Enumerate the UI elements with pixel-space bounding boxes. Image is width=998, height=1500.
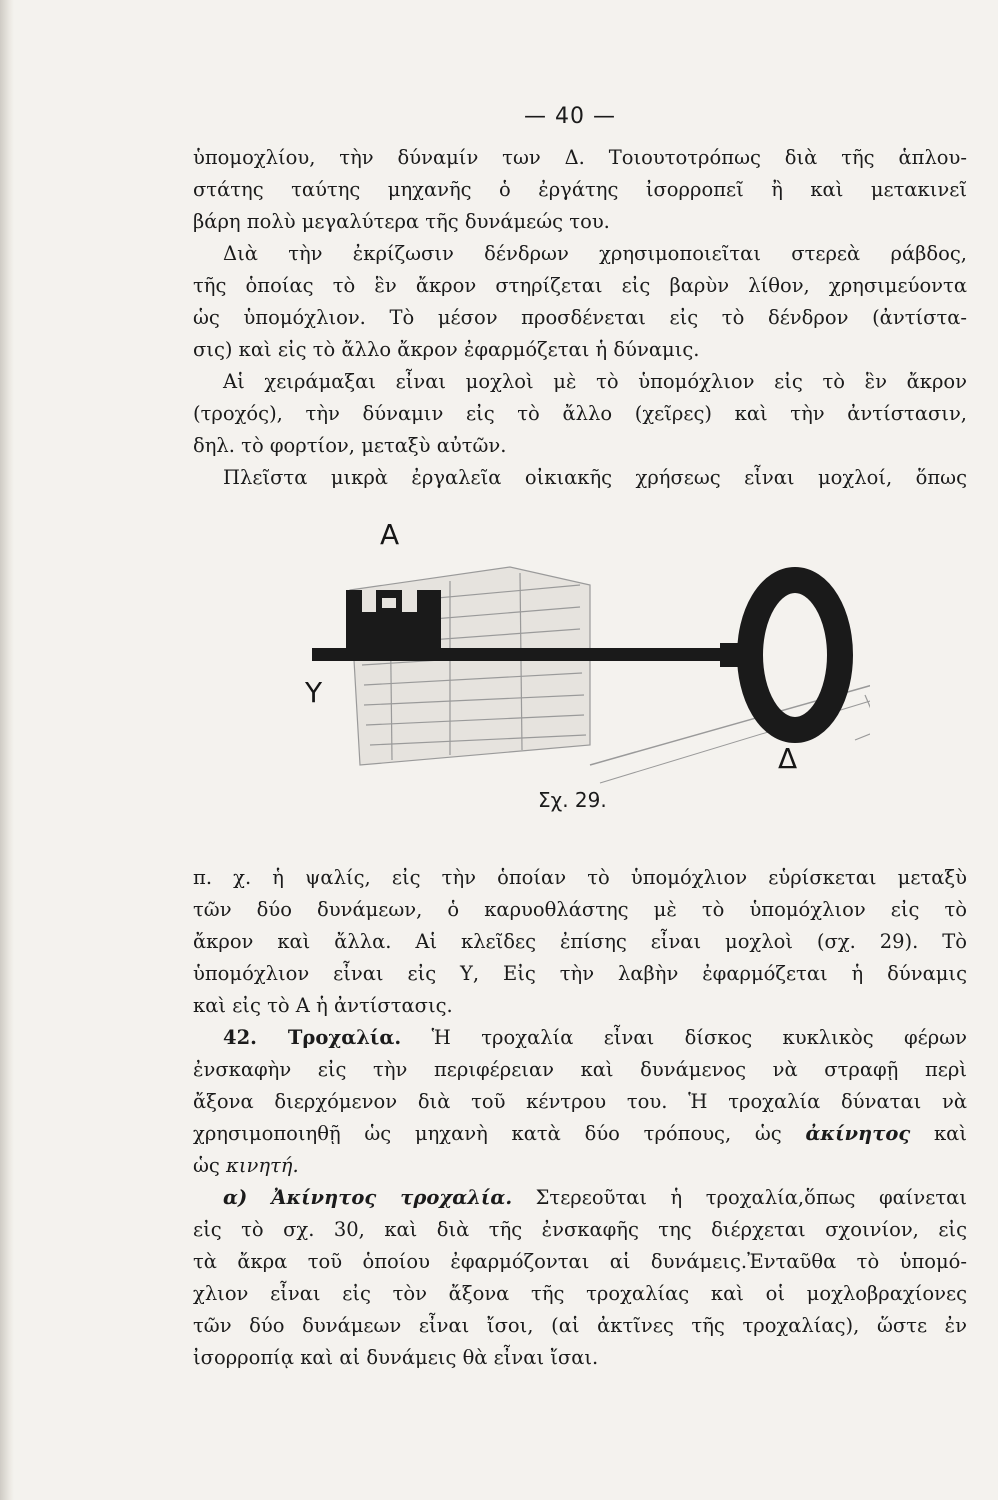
paragraph-line <box>193 1150 967 1182</box>
paragraph-line: σις) καὶ εἰς τὸ ἄλλο ἄκρον ἐφαρμόζεται ἡ δύναμις. <box>193 338 700 361</box>
paragraph-line: βάρη πολὺ μεγαλύτερα τῆς δυνάμεώς του. <box>193 210 610 233</box>
paragraph-line: ἄκρον καὶ ἄλλα. Αἱ κλεῖδες ἐπίσης εἶναι μοχλοὶ (σχ. 29). Τὸ <box>193 930 967 953</box>
paragraph-line: Πλεῖστα μικρὰ ἐργαλεῖα οἰκιακῆς χρήσεως εἶναι μοχλοί, ὅπως <box>223 466 967 489</box>
paragraph-line: ἰσορροπίᾳ καὶ αἱ δυνάμεις θὰ εἶναι ἴσαι. <box>193 1346 599 1369</box>
paragraph-line <box>193 1118 967 1150</box>
text-block-top <box>193 142 967 494</box>
figure-label-upsilon: Υ <box>305 676 323 709</box>
paragraph-text: χρησιμοποιηθῇ ὡς μηχανὴ κατὰ δύο τρόπους, ὡς <box>193 1122 782 1145</box>
paragraph-line: π. χ. ἡ ψαλίς, εἰς τὴν ὁποίαν τὸ ὑπομόχλιον εὑρίσκεται μεταξὺ <box>193 866 967 889</box>
paragraph-line <box>193 1022 967 1054</box>
figure-label-alpha: Α <box>380 518 400 551</box>
paragraph-line <box>193 1182 967 1214</box>
paragraph-line: εἰς τὸ σχ. 30, καὶ διὰ τῆς ἐνσκαφῆς της διέρχεται σχοινίον, εἰς <box>193 1218 967 1241</box>
paragraph-line: τῶν δύο δυνάμεων εἶναι ἴσοι, (αἱ ἀκτῖνες τῆς τροχαλίας), ὥστε ἐν <box>193 1314 967 1337</box>
paragraph-line: δηλ. τὸ φορτίον, μεταξὺ αὐτῶν. <box>193 434 507 457</box>
paragraph-line: τῆς ὁποίας τὸ ἓν ἄκρον στηρίζεται εἰς βαρὺν λίθον, χρησιμεύοντα <box>193 274 967 297</box>
paragraph-line: τὰ ἄκρα τοῦ ὁποίου ἐφαρμόζονται αἱ δυνάμεις.Ἐνταῦθα τὸ ὑπομό- <box>193 1250 967 1273</box>
book-spine-shadow <box>0 0 14 1500</box>
paragraph-line: χλιον εἶναι εἰς τὸν ἄξονα τῆς τροχαλίας καὶ οἱ μοχλοβραχίονες <box>193 1282 967 1305</box>
paragraph-text: ὡς <box>193 1154 220 1177</box>
paragraph-line: ὑπομοχλίου, τὴν δύναμίν των Δ. Τοιουτοτρόπως διὰ τῆς ἁπλου- <box>193 146 967 169</box>
figure-caption: Σχ. 29. <box>538 788 607 812</box>
emphasis-movable: κινητή. <box>226 1154 299 1177</box>
paragraph-line: Διὰ τὴν ἐκρίζωσιν δένδρων χρησιμοποιεῖται στερεὰ ράβδος, <box>223 242 967 265</box>
paragraph-line: ἄξονα διερχόμενον διὰ τοῦ κέντρου του. Ἡ τροχαλία δύναται νὰ <box>193 1090 967 1113</box>
paragraph-line: καὶ εἰς τὸ Α ἡ ἀντίστασις. <box>193 994 453 1017</box>
paragraph-line: (τροχός), τὴν δύναμιν εἰς τὸ ἄλλο (χεῖρες) καὶ τὴν ἀντίστασιν, <box>193 402 967 425</box>
paragraph-text: Στερεοῦται ἡ τροχαλία,ὅπως φαίνεται <box>535 1186 967 1209</box>
emphasis-fixed: ἀκίνητος <box>805 1122 911 1145</box>
key-lever-figure <box>290 515 870 835</box>
paragraph-text: καὶ <box>933 1122 967 1145</box>
paragraph-line: ἐνσκαφὴν εἰς τὴν περιφέρειαν καὶ δυνάμενος νὰ στραφῇ περὶ <box>193 1058 967 1081</box>
paragraph-line: ὑπομόχλιον εἶναι εἰς Υ, Εἰς τὴν λαβὴν ἐφαρμόζεται ἡ δύναμις <box>193 962 967 985</box>
paragraph-text: Ἡ τροχαλία εἶναι δίσκος κυκλικὸς φέρων <box>431 1026 967 1049</box>
figure-label-delta: Δ <box>778 742 798 775</box>
paragraph-line: στάτης ταύτης μηχανῆς ὁ ἐργάτης ἰσορροπεῖ ἢ καὶ μετακινεῖ <box>193 178 967 201</box>
subsection-heading-fixed-pulley: α) Ἀκίνητος τροχαλία. <box>223 1186 513 1209</box>
paragraph-line: τῶν δύο δυνάμεων, ὁ καρυοθλάστης μὲ τὸ ὑπομόχλιον εἰς τὸ <box>193 898 967 921</box>
page-number: — 40 — <box>524 104 616 129</box>
section-heading-pulley: 42. Τροχαλία. <box>223 1026 402 1049</box>
paragraph-line: Αἱ χειράμαξαι εἶναι μοχλοὶ μὲ τὸ ὑπομόχλιον εἰς τὸ ἓν ἄκρον <box>223 370 967 393</box>
paragraph-line: ὡς ὑπομόχλιον. Τὸ μέσον προσδένεται εἰς τὸ δένδρον (ἀντίστα- <box>193 306 967 329</box>
text-block-bottom <box>193 862 967 1374</box>
